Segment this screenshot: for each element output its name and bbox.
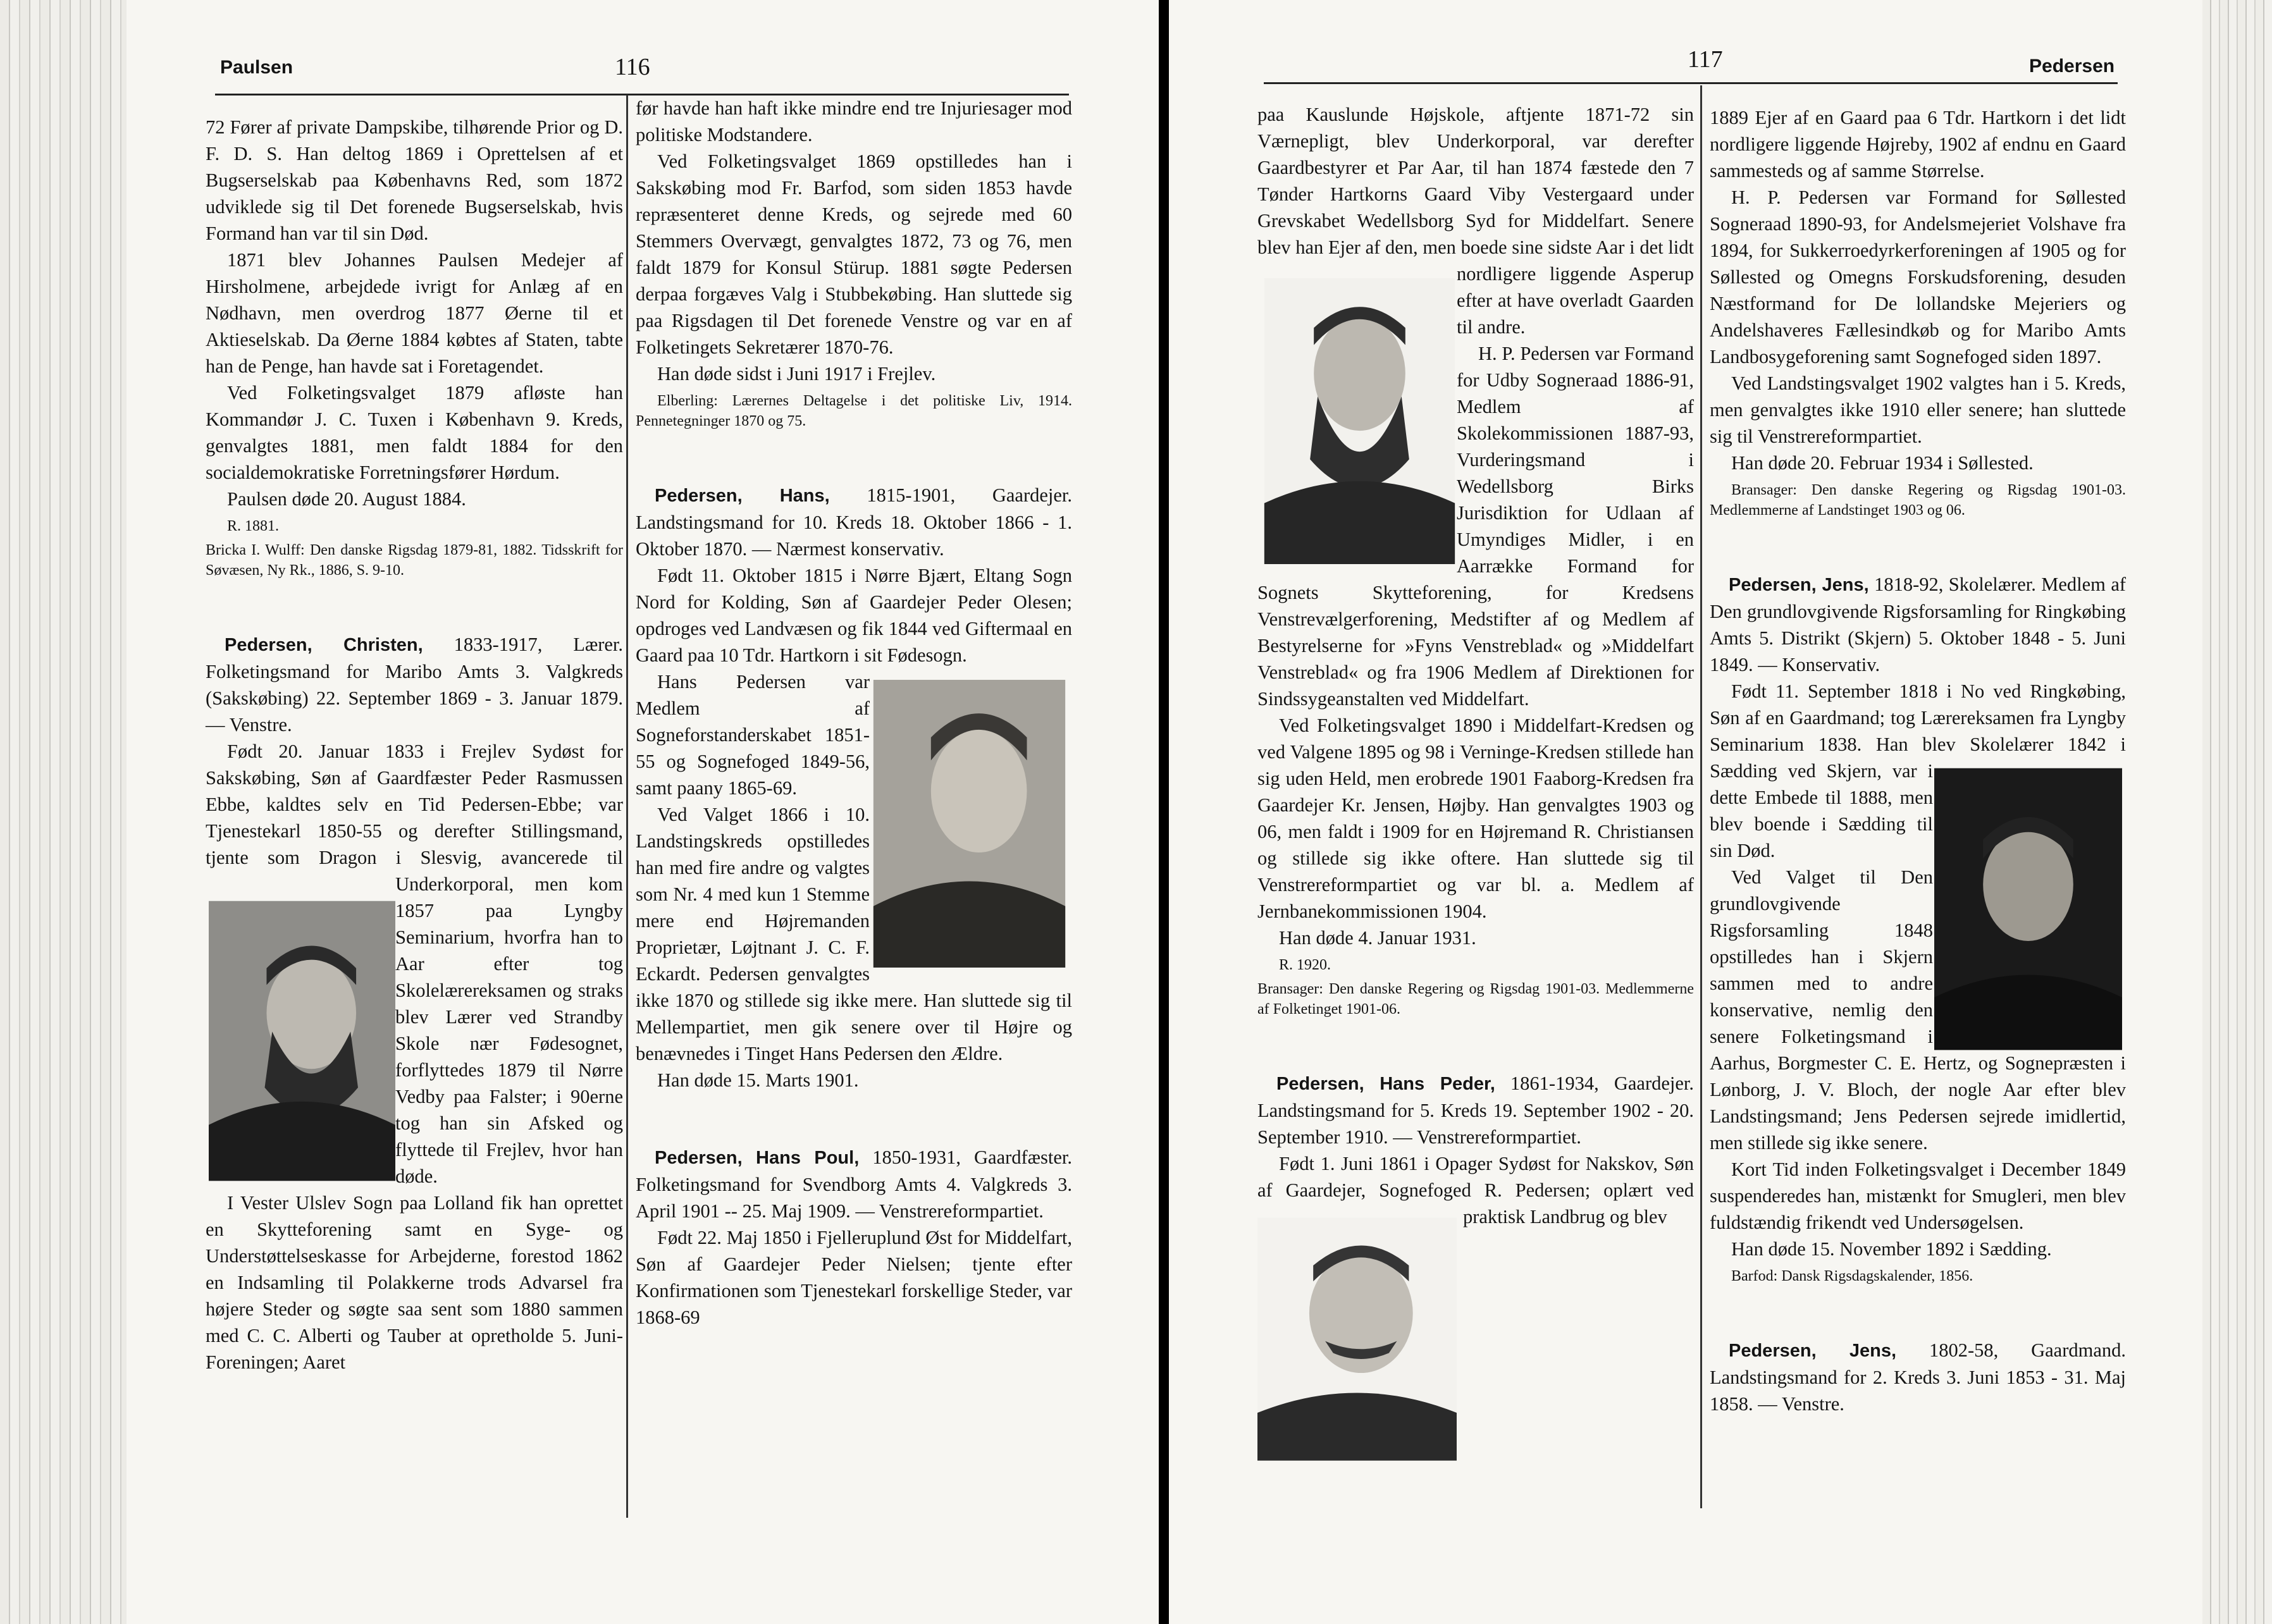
paragraph: Bransager: Den danske Regering og Rigsdag 1901-03. Medlemmerne af Folketinget 1901-06.: [1257, 981, 1694, 1018]
paragraph: Ved Folketingsvalget 1869 opstilledes han i Sakskøbing mod Fr. Barfod, som siden 1853 havde repræsenteret denne Kreds, og sejrede med 60 Stemmers Overvægt, genvalgtes 1872, 73 og 76, men faldt 1879 for Konsul Stürup. 1881 søgte Pedersen derpaa forgæves Valg i Stubbekøbing. Han sluttede sig paa Rigsdagen til Det forenede Venstre og var en af Folketingets Sekretærer 1870-76.: [636, 151, 1072, 358]
entry-text: Født 20. Januar 1833 i Frejlev Sydøst for Sakskøbing, Søn af Gaardfæster Peder Rasmussen Ebbe, kaldtes selv en Tid Pedersen-Ebbe; var Tjenestekarl 1850-55 og derefter Stillingsmand, tjente som Dragon i Slesvig, avancerede til Underkorporal, men kom 1857 paa Lyngby Seminarium, hvorfra han to Aar efter tog Skolelærereksamen og straks blev Lærer ved Strandby Skole nær Fødesognet, forflyttedes 1879 til Nørre Vedby paa Falster; i 90erne tog han sin Afsked og flyttede til Frejlev, hvor han døde.: [206, 741, 623, 1187]
page-number: 116: [615, 54, 650, 80]
entry-text: Kort Tid inden Folketingsvalget i December 1849 suspenderedes han, mistænkt for Smugleri, men blev fuldstændig frikendt ved Undersøgelsen.: [1710, 1159, 2126, 1233]
paragraph: Han døde 20. Februar 1934 i Søllested.: [1731, 452, 2034, 474]
entry-text: 1815-1901, Gaardejer. Landstingsmand for 10. Kreds 18. Oktober 1866 - 1. Oktober 1870. — Nærmest konservativ.: [636, 484, 1073, 560]
portrait-photo: [1263, 278, 1457, 564]
portrait-image: [1934, 765, 2122, 1053]
entry-text: Ved Valget 1866 i 10. Landstingskreds opstilledes han med fire andre og valgtes som Nr. 4 med kun 1 Stemme mere end Højremanden Proprietær, Løjtnant J. C. F. Eckardt. Pedersen genvalgtes ikke 1870 og stillede sig ikke mere. Han sluttede sig til Mellempartiet, men gik senere over til Højre og benævnedes i Tinget Hans Pedersen den Ældre.: [636, 804, 1072, 1064]
entry-text: Født 11. September 1818 i No ved Ringkøbing, Søn af en Gaardmand; tog Lærereksamen fra Lyngby Seminarium 1838. Han blev Skolelærer 1842 i Sædding ved Skjern, var i dette Embede til 1888, men blev boende i Sædding til sin Død.: [1710, 680, 2126, 861]
entry-heading: Pedersen, Jens,: [1729, 575, 1869, 595]
right-page: [1169, 0, 2272, 1624]
paragraph: Paulsen døde 20. August 1884.: [227, 488, 466, 510]
entry-text: 1818-92, Skolelærer. Medlem af Den grundlovgivende Rigsforsamling for Ringkøbing Amts 5. Distrikt (Skjern) 5. Oktober 1848 - 5. Juni 1849. — Konservativ.: [1710, 574, 2127, 675]
running-head: Paulsen: [220, 57, 293, 78]
page-edges: [2202, 0, 2272, 1624]
entry-text: Født 1. Juni 1861 i Opager Sydøst for Nakskov, Søn af Gaardejer, Sognefoged R. Pedersen; oplært ved praktisk Landbrug og blev: [1257, 1153, 1694, 1227]
entry-text: Han døde 15. Marts 1901.: [657, 1069, 859, 1091]
portrait-photo: [1257, 1217, 1457, 1461]
entry-heading: Pedersen, Jens,: [1729, 1341, 1897, 1361]
column-rule: [1700, 85, 1702, 1508]
paragraph: Han døde sidst i Juni 1917 i Frejlev.: [657, 363, 936, 384]
entry-heading: Pedersen, Hans Poul,: [655, 1148, 860, 1168]
col1-paras: [206, 114, 623, 581]
portrait-photo: [870, 680, 1069, 968]
page-edges: [0, 0, 127, 1624]
portrait-image: [1263, 278, 1457, 564]
paragraph: Bransager: Den danske Regering og Rigsdag 1901-03. Medlemmerne af Landstinget 1903 og 06.: [1710, 482, 2126, 519]
entry-text: Hans Pedersen var Medlem af Sogneforstanderskabet 1851-55 og Sognefoged 1849-56, samt paany 1865-69.: [636, 671, 870, 799]
paragraph: Elberling: Lærernes Deltagelse i det politiske Liv, 1914. Pennetegninger 1870 og 75.: [636, 393, 1072, 429]
running-head: Pedersen: [2029, 56, 2115, 77]
paragraph: Ved Folketingsvalget 1879 afløste han Kommandør J. C. Tuxen i København 9. Kreds, genvalgtes 1881, men faldt 1884 for den socialdemokratiske Forretningsfører Hørdum.: [206, 382, 623, 483]
paragraph: 1871 blev Johannes Paulsen Medejer af Hirsholmene, arbejdede ivrigt for Anlæg af en Nødhavn, men overdrog 1877 Øerne til et Aktieselskab. Da Øerne 1884 købtes af Staten, tabte han de Penge, han havde sat i Foretagendet.: [206, 249, 623, 377]
page-number: 117: [1688, 46, 1723, 73]
paragraph: 1889 Ejer af en Gaard paa 6 Tdr. Hartkorn i det lidt nordligere liggende Højreby, 1902 af endnu en Gaard sammesteds og af samme Størrelse.: [1710, 107, 2126, 181]
text-column: [1710, 104, 2126, 1417]
entry-text: 1861-1934, Gaardejer. Landstingsmand for 5. Kreds 19. September 1902 - 20. September 1910. — Venstrereformpartiet.: [1257, 1073, 1695, 1148]
portrait-photo: [209, 898, 395, 1184]
paragraph: Ved Folketingsvalget 1890 i Middelfart-Kredsen og ved Valgene 1895 og 98 i Verninge-Kredsen stillede han sig uden Held, men erobrede 1901 Faaborg-Kredsen fra Gaardejer Kr. Jensen, Højby. Han genvalgtes 1903 og 06, men faldt i 1909 for en Højremand R. Christiansen og stillede sig ikke oftere. Han sluttede sig til Venstrereformpartiet og var bl. a. Medlem af Jernbanekommissionen 1904.: [1257, 715, 1694, 922]
paragraph: Han døde 4. Januar 1931.: [1279, 927, 1476, 949]
portrait-image: [870, 680, 1069, 968]
col2-paras: [1710, 104, 2126, 520]
column-rule: [626, 95, 628, 1518]
paragraph: H. P. Pedersen var Formand for Søllested Sogneraad 1890-93, for Andelsmejeriet Volshave fra 1894, for Sukkerroedyrkerforeningen af 1905 og for Søllested og Omegns Forskudsforening, desuden Næstformand for De lollandske Mejeriers og Andelshaveres Fællesindkøb og for Maribo Amts Landbosygeforening samt Sognefoged siden 1897.: [1710, 187, 2126, 367]
entry-text: Født 22. Maj 1850 i Fjelleruplund Øst for Middelfart, Søn af Gaardejer Peder Nielsen; tjente efter Konfirmationen som Tjenestekarl forskellige Steder, var 1868-69: [636, 1227, 1072, 1328]
paragraph: H. P. Pedersen var Formand for Udby Sogneraad 1886-91, Medlem af Skolekommissionen 1887-93, Vurderingsmand i Wedellsborg Birks Jurisdiktion for Udlaan af Umyndiges Midler, i en Aarrække Formand for Sognets Skytteforening, for Kredsens Venstrevælgerforening, Medstifter af og Medlem af Bestyrelserne for »Fyns Venstreblad« og »Middelfart Venstreblad« og fra 1906 Medlem af Direktionen for Sindssygeanstalten ved Middelfart.: [1257, 343, 1694, 710]
portrait-photo: [1934, 765, 2122, 1053]
entry-heading: Pedersen, Christen,: [225, 635, 423, 655]
entry-text: Ved Valget til Den grundlovgivende Rigsforsamling 1848 opstilledes han i Skjern sammen med to andre konservative, nemlig den senere Folketingsmand i Aarhus, Borgmester C. E. Hertz, og Sognepræsten i Lønborg, J. V. Bloch, der nogle Aar efter blev Landstingsmand; Jens Pedersen sejrede imidlertid, men stillede sig ikke senere.: [1710, 866, 2126, 1153]
paragraph: paa Kauslunde Højskole, aftjente 1871-72 sin Værnepligt, blev Underkorporal, var derefter Gaardbestyrer et Par Aar, til han 1874 fæstede den 7 Tønder Hartkorns Gaard Viby Vestergaard under Grevskabet Wedellsborg Syd for Middelfart. Senere blev han Ejer af den, men boede sine sidste Aar i det lidt nordligere liggende Asperup efter at have overladt Gaarden til andre.: [1257, 101, 1694, 340]
entry-heading: Pedersen, Hans Peder,: [1276, 1074, 1495, 1094]
entry-text: Barfod: Dansk Rigsdagskalender, 1856.: [1731, 1268, 1973, 1284]
entry-text: Han døde 15. November 1892 i Sædding.: [1731, 1238, 2052, 1260]
paragraph: Bricka I. Wulff: Den danske Rigsdag 1879-81, 1882. Tidsskrift for Søvæsen, Ny Rk., 1886, S. 9-10.: [206, 542, 623, 579]
entry-heading: Pedersen, Hans,: [655, 486, 830, 506]
col2-paras: [636, 95, 1072, 431]
portrait-image: [1257, 1217, 1457, 1461]
paragraph: 72 Fører af private Dampskibe, tilhørende Prior og D. F. D. S. Han deltog 1869 i Oprettelsen af et Bugserselskab paa Københavns Red, som 1872 udviklede sig til Det forenede Bugserselskab, hvis Formand han var til sin Død.: [206, 116, 623, 244]
entry-text: Født 11. Oktober 1815 i Nørre Bjært, Eltang Sogn Nord for Kolding, Søn af Gaardejer Peder Olesen; opdroges ved Landvæsen og fik 1844 ved Giftermaal en Gaard paa 10 Tdr. Hartkorn i sit Fødesogn.: [636, 565, 1072, 666]
paragraph: Ved Landstingsvalget 1902 valgtes han i 5. Kreds, men genvalgtes ikke 1910 eller senere; han sluttede sig til Venstrereformpartiet.: [1710, 372, 2126, 447]
entry-text: 1833-1917, Lærer. Folketingsmand for Maribo Amts 3. Valgkreds (Sakskøbing) 22. September 1869 - 3. Januar 1879. — Venstre.: [206, 634, 624, 735]
paragraph: R. 1881.: [227, 518, 280, 534]
portrait-image: [209, 898, 395, 1184]
entry-text: I Vester Ulslev Sogn paa Lolland fik han oprettet en Skytteforening samt en Syge- og Understøttelseskasse for Arbejderne, forestod 1862 en Indsamling til Polakkerne trods Advarsel fra højere Steder og søgte saa sent som 1880 sammen med C. C. Alberti og Tauber at opretholde 5. Juni-Foreningen; Aaret: [206, 1192, 623, 1373]
header-rule: [1264, 82, 2118, 84]
text-column: [206, 114, 623, 1375]
paragraph: før havde han haft ikke mindre end tre Injuriesager mod politiske Modstandere.: [636, 97, 1072, 145]
paragraph: R. 1920.: [1279, 957, 1331, 973]
entry-text: 1802-58, Gaardmand. Landstingsmand for 2. Kreds 3. Juni 1853 - 31. Maj 1858. — Venstre.: [1710, 1339, 2127, 1415]
entry-text: 1850-1931, Gaardfæster. Folketingsmand for Svendborg Amts 4. Valgkreds 3. April 1901 -- 25. Maj 1909. — Venstrereformpartiet.: [636, 1147, 1072, 1222]
